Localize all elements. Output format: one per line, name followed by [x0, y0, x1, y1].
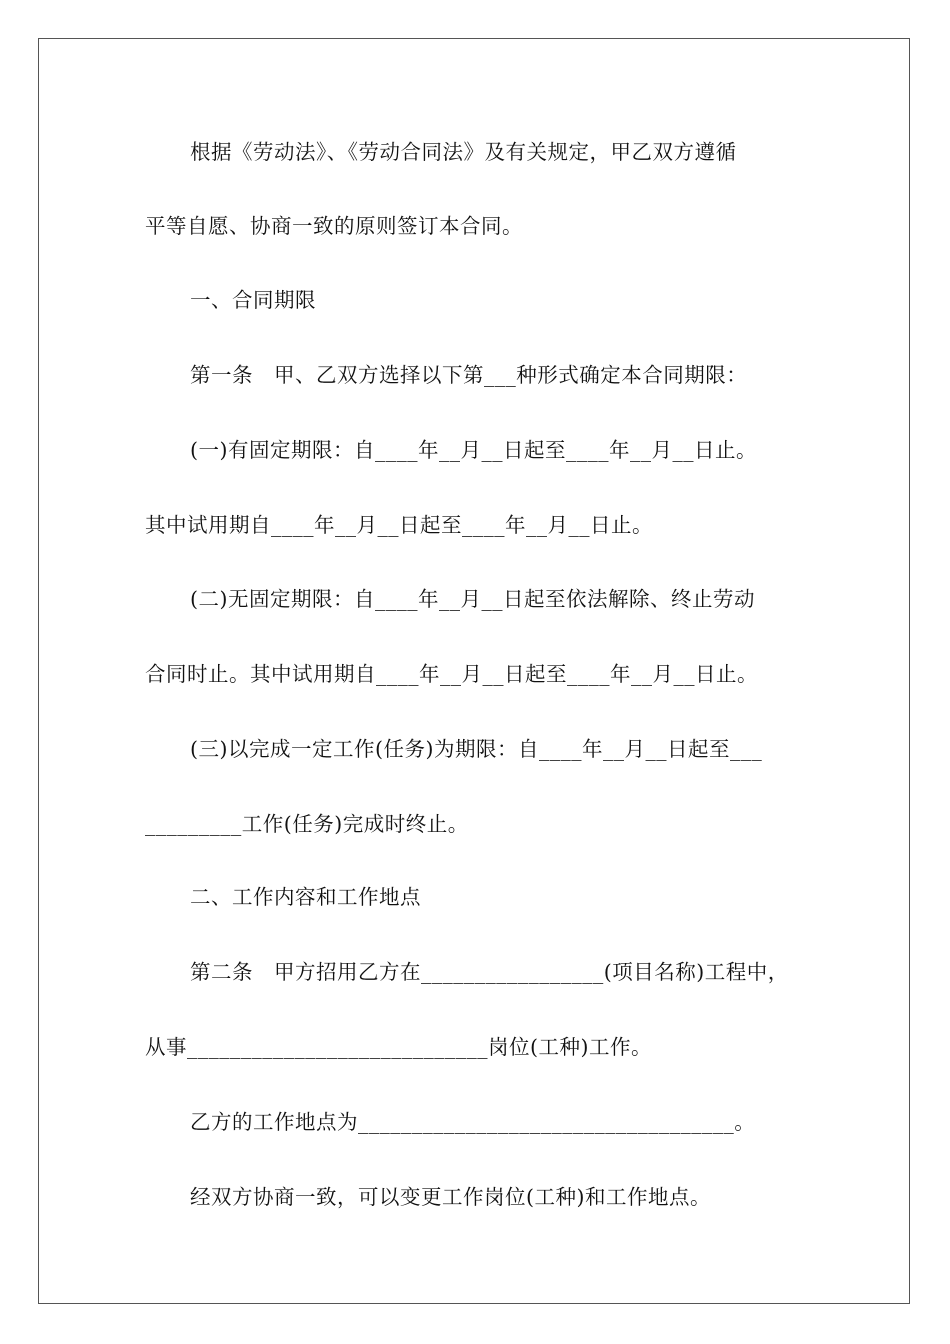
clause-task-term: (三)以完成一定工作(任务)为期限：自____年__月__日起至___ — [190, 737, 763, 761]
clause-fixed-term: (一)有固定期限：自____年__月__日起至____年__月__日止。 — [190, 438, 757, 462]
clause-task-term-end: _________工作(任务)完成时终止。 — [145, 812, 469, 836]
article-1: 第一条 甲、乙双方选择以下第___种形式确定本合同期限： — [190, 363, 748, 387]
article-2-position: 从事____________________________岗位(工种)工作。 — [145, 1035, 652, 1059]
clause-open-term: (二)无固定期限：自____年__月__日起至依法解除、终止劳动 — [190, 587, 755, 611]
work-location: 乙方的工作地点为___________________________________。 — [190, 1110, 756, 1134]
article-2: 第二条 甲方招用乙方在_________________(项目名称)工程中， — [190, 960, 789, 984]
change-by-agreement: 经双方协商一致，可以变更工作岗位(工种)和工作地点。 — [190, 1185, 711, 1209]
paragraph-preamble-line-2: 平等自愿、协商一致的原则签订本合同。 — [145, 214, 523, 238]
paragraph-preamble-line-1: 根据《劳动法》、《劳动合同法》及有关规定，甲乙双方遵循 — [190, 140, 737, 164]
section-heading-contract-term: 一、合同期限 — [190, 288, 316, 312]
clause-fixed-term-probation: 其中试用期自____年__月__日起至____年__月__日止。 — [145, 513, 653, 537]
section-heading-work-content: 二、工作内容和工作地点 — [190, 885, 421, 909]
clause-open-term-probation: 合同时止。其中试用期自____年__月__日起至____年__月__日止。 — [145, 662, 758, 686]
